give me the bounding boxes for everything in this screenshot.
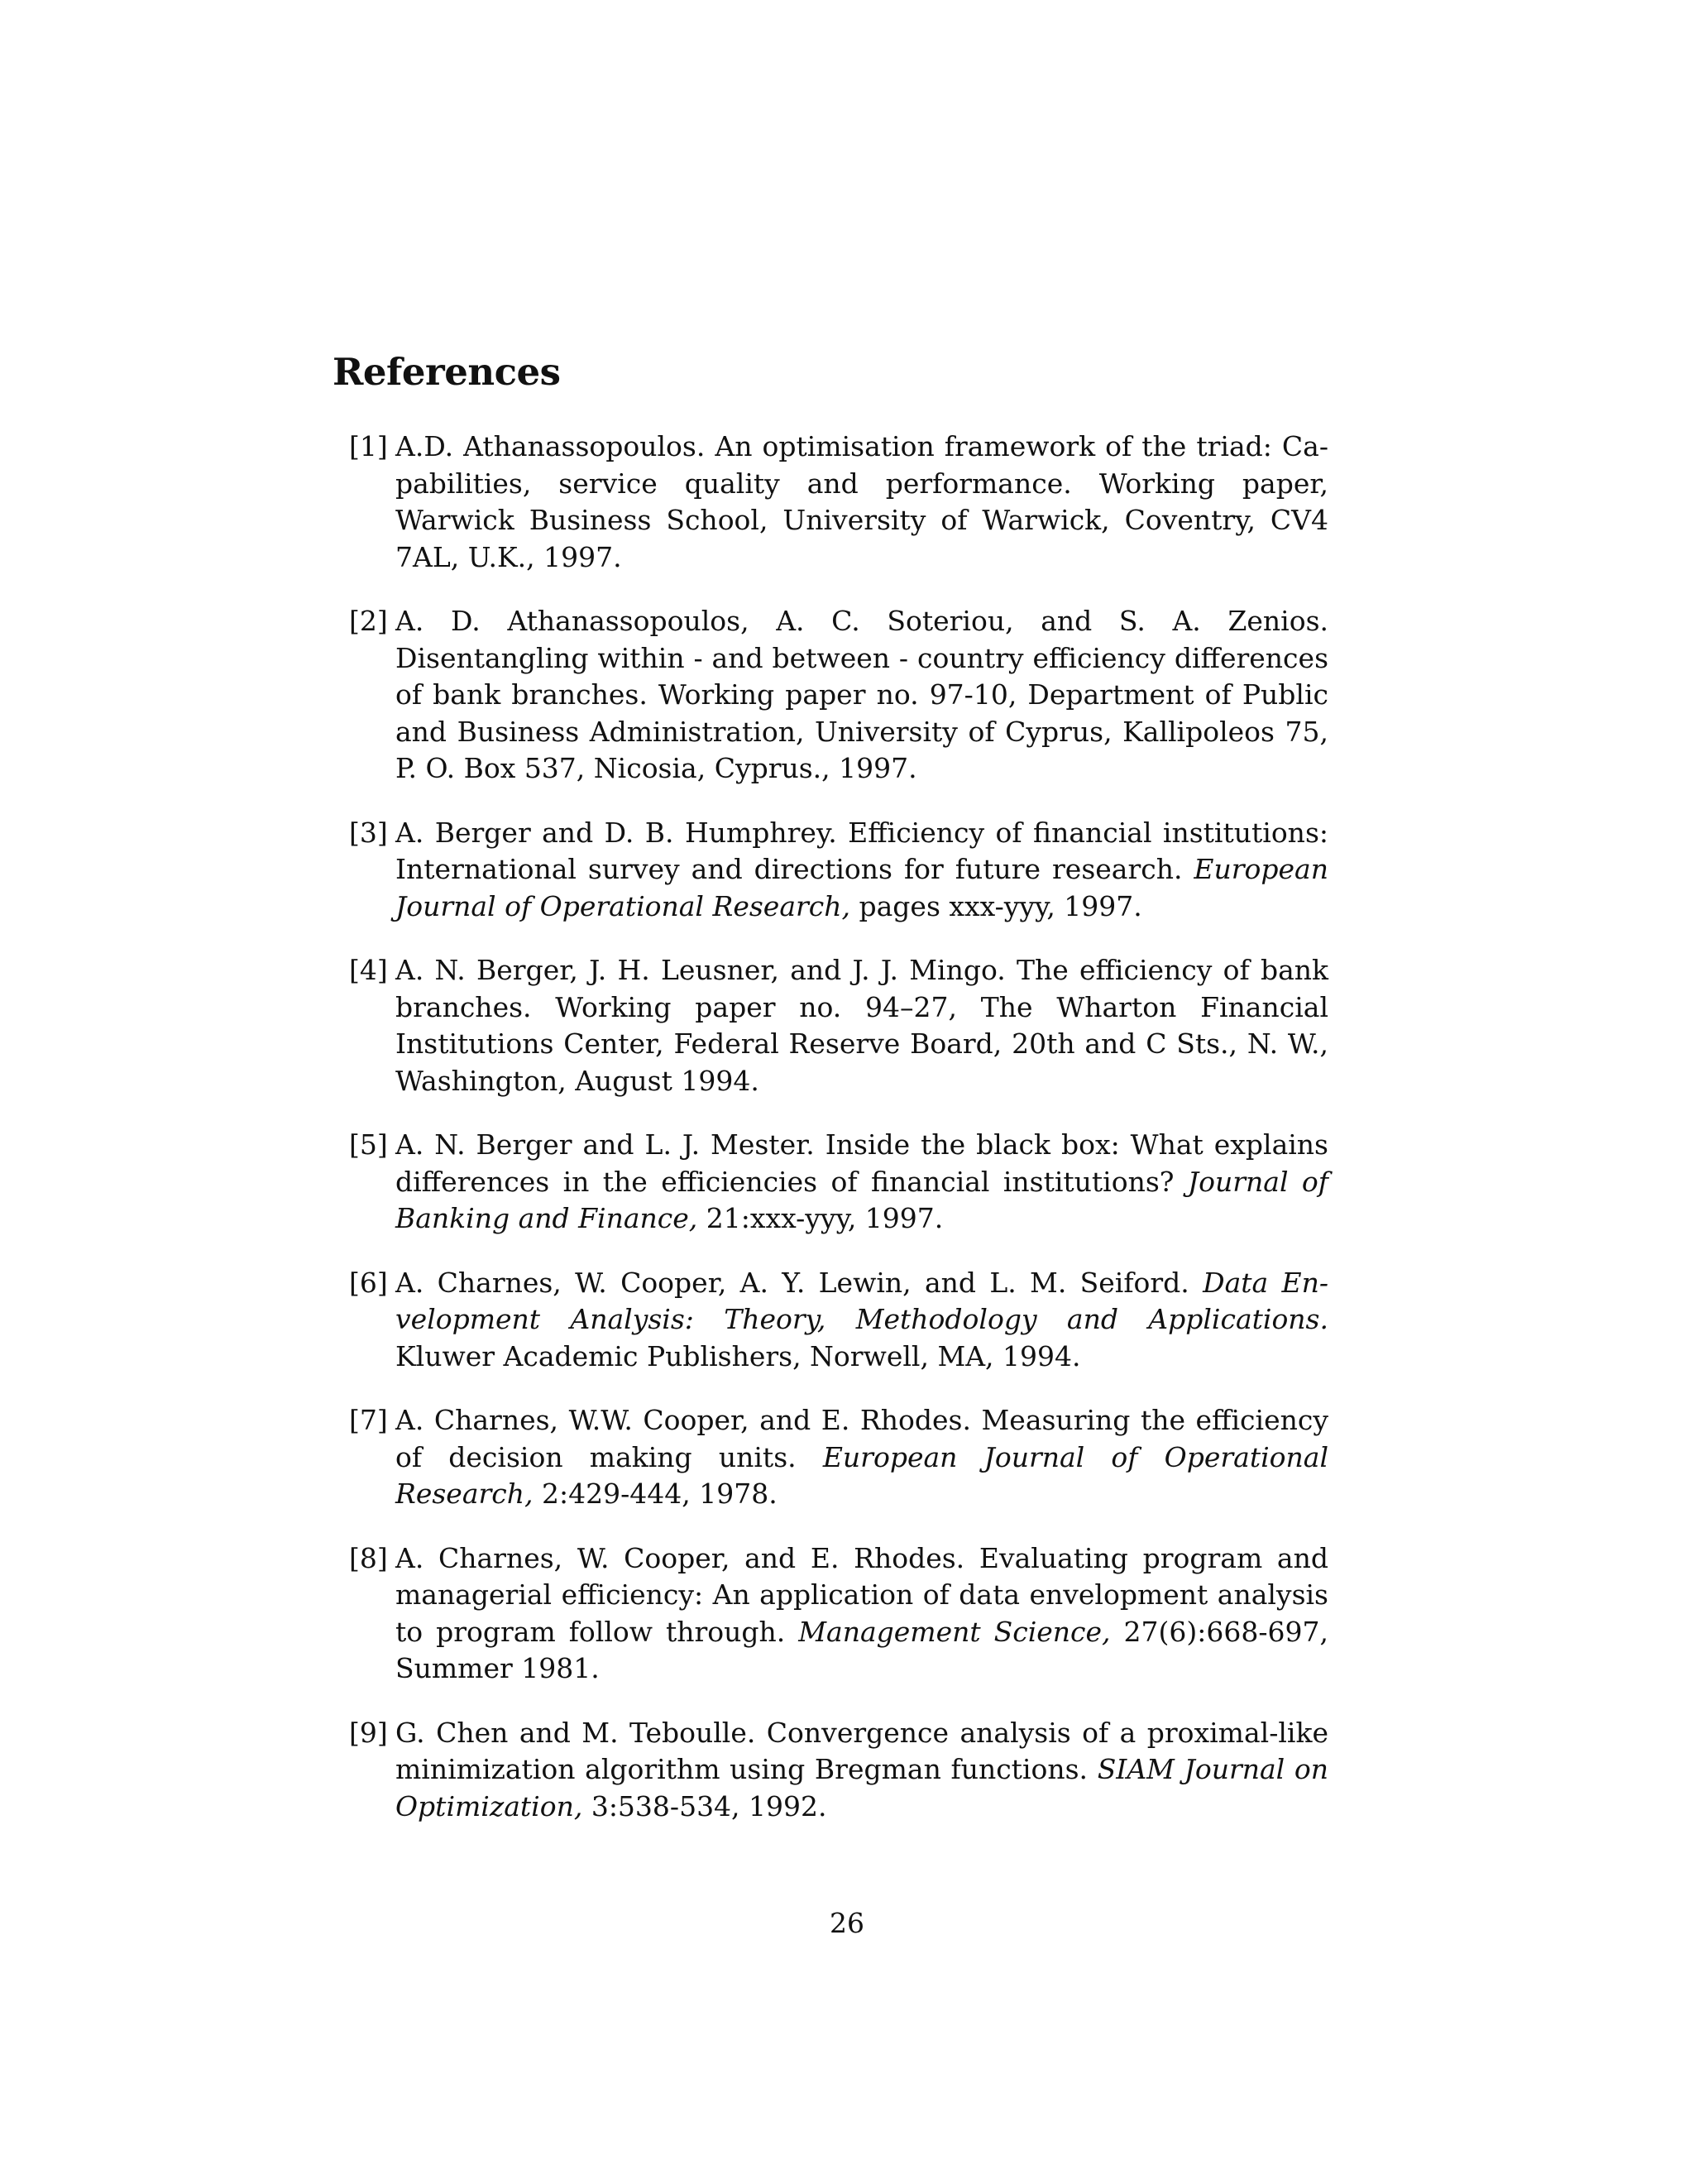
reference-text [395,952,1328,1099]
reference-segment: A. Charnes, W. Cooper, and E. Rhodes. Evaluating program and managerial efficiency: An application of data envelopment analysis to program follow through. [395,1541,1328,1648]
reference-text [395,1265,1328,1376]
reference-item [349,1715,1328,1826]
reference-text [395,1402,1328,1513]
reference-number: [5] [349,1128,388,1161]
reference-segment: 27(6):668-697, Summer 1981. [395,1615,1328,1684]
reference-segment: A. Charnes, W.W. Cooper, and E. Rhodes. Measuring the efficiency of decision making units. [395,1404,1328,1473]
reference-text [395,815,1328,926]
reference-list [349,429,1328,1852]
reference-item [349,952,1328,1099]
reference-venue: European Journal of Operational Research, [395,1440,1329,1510]
reference-venue: European Journal of Operational Research, [395,853,1328,922]
section-heading: References [333,350,561,394]
reference-segment: G. Chen and M. Teboulle. Convergence analysis of a proximal-like minimization algorithm using Bregman functions. [395,1716,1328,1785]
reference-item [349,1127,1328,1238]
reference-segment: Kluwer Academic Publishers, Norwell, MA, 1994. [395,1339,1081,1372]
reference-text [395,603,1328,788]
reference-segment: A. N. Berger, J. H. Leusner, and J. J. Mingo. The efficiency of bank branches. Working paper no. 94–27, The Wharton Financial Institutions Center, Federal Reserve Board, 20th and C Sts., N. W., Washington, August 1994. [395,954,1328,1097]
reference-number: [9] [349,1716,388,1749]
reference-text [395,1127,1328,1238]
reference-item [349,1402,1328,1513]
reference-number: [3] [349,816,388,849]
reference-number: [4] [349,954,388,986]
reference-number: [6] [349,1266,388,1299]
reference-venue: Data Envelopment Analysis: Theory, Methodology and Applications. [395,1266,1328,1335]
reference-segment: A.D. Athanassopoulos. An optimisation framework of the triad: Capabilities, service quality and performance. Working paper, Warwick Business School, University of Warwick, Coventry, CV4 7AL, U.K., 1997. [395,430,1328,573]
reference-venue: SIAM Journal on Optimization, [395,1753,1328,1822]
reference-segment: pages xxx-yyy, 1997. [850,889,1142,922]
reference-segment: 2:429-444, 1978. [533,1478,778,1510]
reference-text [395,429,1328,576]
reference-venue: Journal of Banking and Finance, [395,1165,1328,1234]
reference-segment: 3:538-534, 1992. [582,1789,827,1822]
reference-item [349,1540,1328,1688]
reference-item [349,429,1328,576]
reference-text [395,1715,1328,1826]
reference-number: [2] [349,605,388,637]
page-number: 26 [830,1907,864,1939]
reference-segment: 21:xxx-yyy, 1997. [697,1202,944,1234]
reference-segment: A. Berger and D. B. Humphrey. Efficiency of financial institutions: International survey and directions for future research. [395,816,1328,885]
reference-segment: A. N. Berger and L. J. Mester. Inside the black box: What explains differences in the efficiencies of financial institutions? [395,1128,1328,1198]
reference-item [349,1265,1328,1376]
reference-item [349,603,1328,788]
reference-number: [7] [349,1404,388,1436]
reference-item [349,815,1328,926]
reference-number: [1] [349,430,388,462]
reference-text [395,1540,1328,1688]
reference-number: [8] [349,1541,388,1574]
reference-segment: A. D. Athanassopoulos, A. C. Soteriou, and S. A. Zenios. Disentangling within - and between - country efficiency differences of bank branches. Working paper no. 97-10, Department of Public and Business Administration, University of Cyprus, Kallipoleos 75, P. O. Box 537, Nicosia, Cyprus., 1997. [395,605,1328,784]
reference-segment: A. Charnes, W. Cooper, A. Y. Lewin, and L. M. Seiford. [395,1266,1204,1299]
reference-venue: Management Science, [798,1615,1111,1648]
